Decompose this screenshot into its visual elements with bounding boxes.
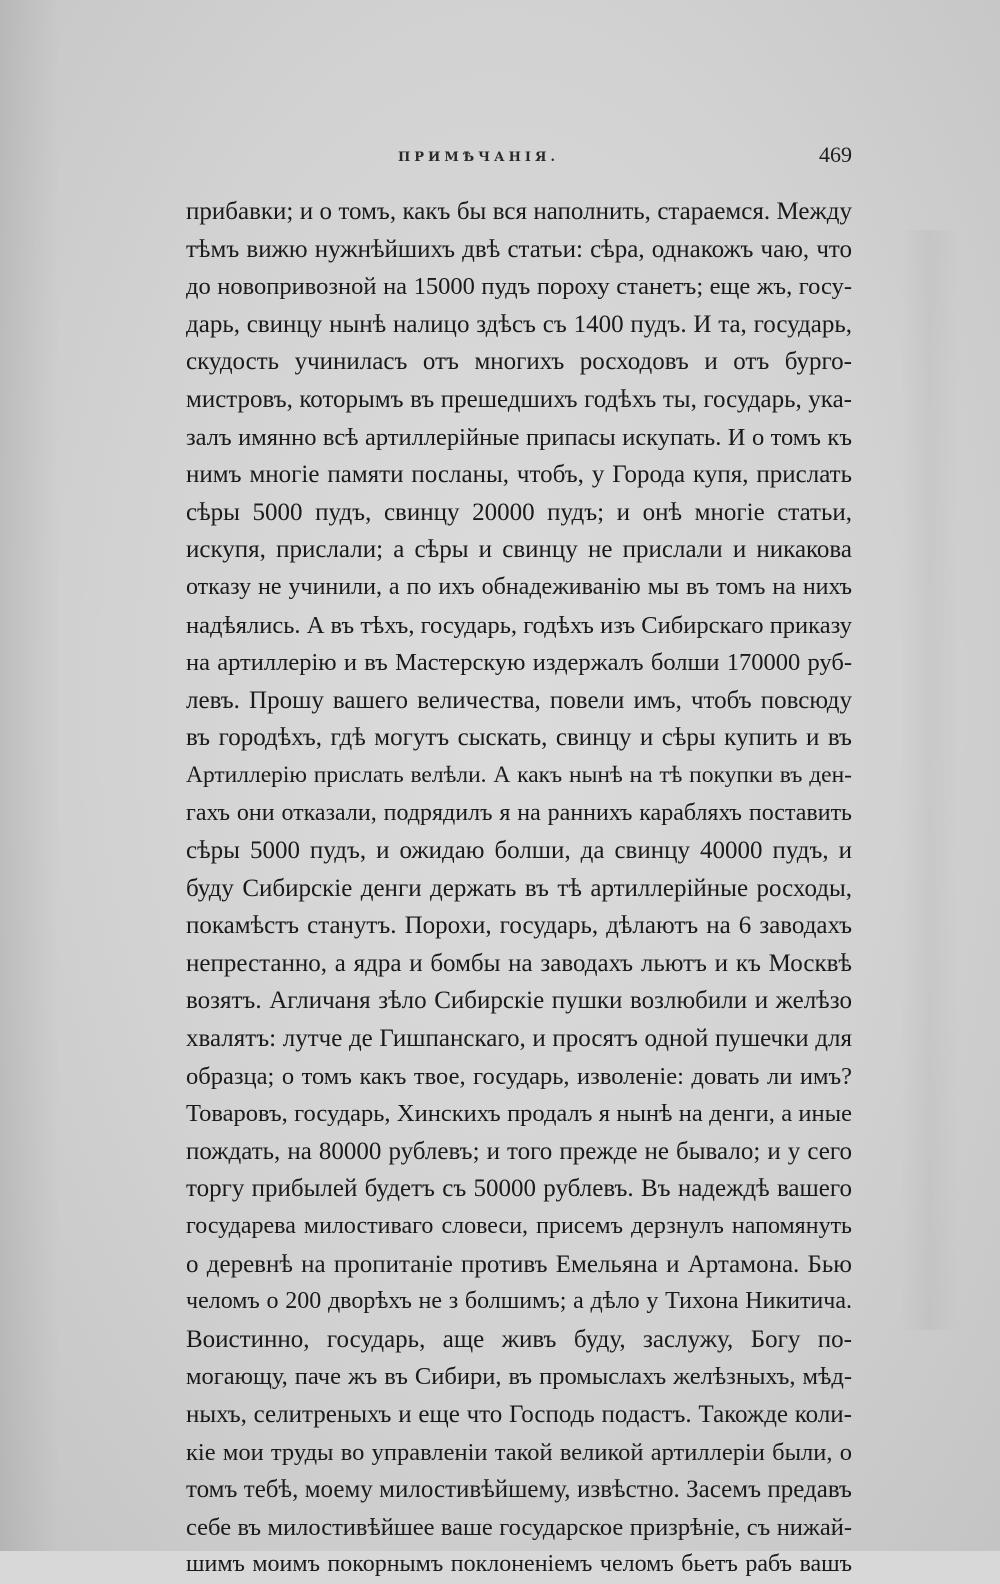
text-line: хвалятъ: лутче де Гишпанскаго, и просятъ одной пушечки для xyxy=(186,1025,852,1053)
page-bleed-through xyxy=(900,230,960,1330)
text-line: ныхъ, селитреныхъ и еще что Господь подастъ. Такожде коли- xyxy=(186,1401,852,1428)
text-line: сѣры 5000 пудъ, и ожидаю болши, да свинцу 40000 пудъ, и xyxy=(186,837,852,865)
text-line: нимъ многiе памяти посланы, чтобъ, у Города купя, прислать xyxy=(186,461,852,489)
text-line: торгу прибылей будетъ съ 50000 рублевъ. Въ надеждѣ вашего xyxy=(186,1175,852,1203)
text-line: возятъ. Агличаня зѣло Сибирскiе пушки возлюбили и желѣзо xyxy=(186,987,852,1015)
text-line: залъ имянно всѣ артиллерiйные припасы искупать. И о томъ къ xyxy=(186,423,852,451)
running-head: ПРИМѢЧАНІЯ. xyxy=(398,150,559,165)
text-line: въ городѣхъ, гдѣ могутъ сыскать, свинцу и сѣры купить и въ xyxy=(186,724,852,752)
text-line: тѣмъ вижю нужнѣйшихъ двѣ статьи: сѣра, однакожъ чаю, что xyxy=(186,235,852,263)
text-line: левъ. Прошу вашего величества, повели имъ, чтобъ повсюду xyxy=(186,686,852,714)
text-line: кiе мои труды во управленiи такой великой артиллерiи были, о xyxy=(186,1438,852,1466)
text-line: мистровъ, которымъ въ прешедшихъ годѣхъ ты, государь, ука- xyxy=(186,385,852,413)
page-number: 469 xyxy=(819,142,852,167)
text-line: прибавки; и о томъ, какъ бы вся наполнить, стараемся. Между xyxy=(186,198,852,225)
text-line: государева милостиваго словеси, присемъ дерзнулъ напомянуть xyxy=(186,1213,852,1240)
text-line: буду Сибирскiе денги держать въ тѣ артиллерiйные росходы, xyxy=(186,874,852,902)
text-line: дарь, свинцу нынѣ налицо здѣсъ съ 1400 пудъ. И та, государь, xyxy=(186,310,852,338)
text-line: сѣры 5000 пудъ, свинцу 20000 пудъ; и онѣ многiе статьи, xyxy=(186,498,852,526)
text-line: надѣялись. А въ тѣхъ, государь, годѣхъ изъ Сибирскаго приказу xyxy=(186,611,852,639)
text-line: томъ тебѣ, моему милостивѣйшему, извѣстно. Засемъ предавъ xyxy=(186,1476,852,1504)
text-line: покамѣстъ станутъ. Порохи, государь, дѣлаютъ на 6 заводахъ xyxy=(186,912,852,940)
text-line: могающу, паче жъ въ Сибири, въ промыслахъ желѣзныхъ, мѣд- xyxy=(186,1363,852,1391)
page-header xyxy=(186,142,852,178)
text-line: на артиллерiю и въ Мастерскую издержалъ болши 170000 руб- xyxy=(186,649,852,677)
text-line: Воистинно, государь, аще живъ буду, заслужу, Богу по- xyxy=(186,1325,852,1353)
text-line: Артиллерiю прислать велѣли. А какъ нынѣ на тѣ покупки въ ден- xyxy=(186,761,852,788)
text-line: отказу не учинили, а по ихъ обнадеживанiю мы въ томъ на нихъ xyxy=(186,573,852,600)
text-line: искупя, прислали; а сѣры и свинцу не прислали и никакова xyxy=(186,536,852,564)
text-line: до новопривозной на 15000 пудъ пороху станетъ; еще жъ, госу- xyxy=(186,273,852,301)
text-line: гахъ они отказали, подрядилъ я на раннихъ карабляхъ поставить xyxy=(186,799,852,826)
text-line: себе въ милостивѣйшее ваше государское призрѣнiе, съ нижай- xyxy=(186,1513,852,1541)
text-line: образца; о томъ какъ твое, государь, изволенiе: довать ли имъ? xyxy=(186,1062,852,1090)
body-text xyxy=(186,193,852,1584)
text-line: пождать, на 80000 рублевъ; и того прежде не бывало; и у сего xyxy=(186,1137,852,1165)
text-line: Товаровъ, государь, Хинскихъ продалъ я нынѣ на денги, а иные xyxy=(186,1100,852,1128)
text-line: непрестанно, а ядра и бомбы на заводахъ льютъ и къ Москвѣ xyxy=(186,949,852,977)
text-line: шимъ моимъ покорнымъ поклоненiемъ челомъ бьетъ рабъ вашъ xyxy=(186,1551,852,1578)
text-line: скудость учиниласъ отъ многихъ росходовъ и отъ бурго- xyxy=(186,348,852,376)
text-line: о деревнѣ на пропитанiе противъ Емельяна и Артамона. Бью xyxy=(186,1250,852,1278)
page-edge-shadow xyxy=(0,0,60,1551)
text-line: челомъ о 200 дворѣхъ не з болшимъ; а дѣло у Тихона Никитича. xyxy=(186,1288,852,1315)
